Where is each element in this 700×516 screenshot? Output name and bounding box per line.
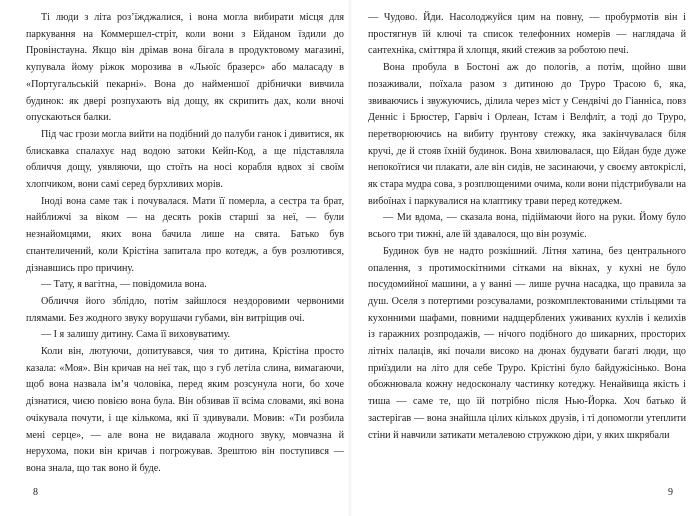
paragraph: Під час грози могла вийти на подібний до палуби ганок і дивитися, як блискавка спалахує над водою затоки Кейп-Код, а ще підставляла обличчя дощу, уявляючи, що стоїть на носі корабля вдвох зі своїм хлопчиком, вони самі серед бурхливих морів.	[26, 128, 344, 191]
paragraph: Ті люди з літа роз’їжджалися, і вона могла вибирати місця для паркування на Коммершел-стріт, коли вони з Ейданом їздили до Провінстауна. Якщо він дрімав вона бігала в продуктовому магазині, купувала йому ріжок морозива в «Льюїс бразерс» або маласаду в «Португальській пекарні». Вона до найменшої дрібнички вивчила будинок: як двері розпухають від дощу, як скрипить дах, коли вночі опускаються балки.	[26, 12, 344, 124]
paragraph: — Тату, я вагітна, — повідомила вона.	[41, 279, 207, 291]
paragraph-continuation: — Чудово. Йди. Насолоджуйся цим на повну, — пробурмотів він і простягнув їй ключі та список телефонних номерів — наглядача й сантехніка, сміттяра й хлопця, який стежив за роботою печі.	[368, 12, 686, 57]
left-page	[26, 10, 344, 478]
page-number-left: 8	[33, 487, 38, 498]
book-gutter	[348, 0, 352, 516]
paragraph: Коли він, лютуючи, допитувався, чия то дитина, Крістіна просто казала: «Моя». Він кричав на неї так, що з губ летіла слина, вимагаючи, щоб вона назвала ім’я чоловіка, перед яким розсунула ноги, бо хоче дізнатися, чиєю повією вона була. Він обзивав її всіма словами, які вона очікувала почути, і ще кількома, які її здивували. Мовив: «Ти розбила мені серце», — але вона не видавала жодного звуку, мовчазна й нерухома, поки він кричав і погрожував. Зрештою він поступився — вона знала, що так воно й буде.	[26, 346, 344, 474]
paragraph: Іноді вона саме так і почувалася. Мати її померла, а сестра та брат, найближчі за віком — на десять років старші за неї, — були незнайомцями, яких вона бачила лише на свята. Батько був спантеличений, коли Крістіна запитала про котедж, а був розлютився, дізнавшись про причину.	[26, 195, 344, 274]
paragraph: Вона пробула в Бостоні аж до пологів, а потім, щойно шви позаживали, поїхала разом з дитиною до Труро Трасою 6, яка, звиваючись і звужуючись, ділила через міст у Сендвічі до Гіанніса, повз Денніс і Брюстер, Гарвіч і Орлеан, Істам і Велфліт, а тоді до Труро, перетворюючись на вибиту ґрунтову стежку, яка закінчувалася біля кручі, де й стояв їхній будинок. Вона хвилювалася, що Ейдан буде дуже непокоїтися чи плакати, але він сидів, не засинаючи, у своєму автокріслі, як стара мудра сова, з розплющеними очима, коли вони підстрибували на вибоїнах і паркувалися на клаптику трави перед котеджем.	[368, 62, 686, 207]
paragraph: — Ми вдома, — сказала вона, підіймаючи його на руки. Йому було всього три тижні, але їй здавалося, що він розуміє.	[368, 212, 686, 241]
page-number-right: 9	[668, 487, 673, 498]
right-page	[368, 10, 686, 444]
paragraph: Будинок був не надто розкішний. Літня хатина, без центрального опалення, з протимоскітними сітками на вікнах, у кухні не було посудомийної машини, а у ванні — лише ручна насадка, що правила за душ. Оселя з потертими розсувалами, розкомплектованими стільцями та кухонними шафами, повними надщерблених уживаних кухлів і келихів із гаражних розпродажів, — нічого подібного до шикарних, просторих літніх палаців, які почали високо на дюнах будувати багаті люди, що приїздили на літо для себе Труро. Крістіні було байдужісінько. Вона обожнювала кожну недосконалу частинку котеджу. Ненайвища якість і тиша — саме те, що їй потрібно після Нью-Йорка. Хоч батько й застерігав — вона знайшла цілих кількох друзів, і ті допомогли утеплити стіни й навчили затикати металевою стружкою діри, у яких шкрябали	[368, 245, 686, 441]
paragraph: — І я залишу дитину. Сама її виховуватиму.	[41, 329, 231, 341]
paragraph: Обличчя його зблідло, потім зайшлося нездоровими червоними плямами. Без жодного звуку ворушачи губами, він витріщив очі.	[26, 295, 344, 324]
